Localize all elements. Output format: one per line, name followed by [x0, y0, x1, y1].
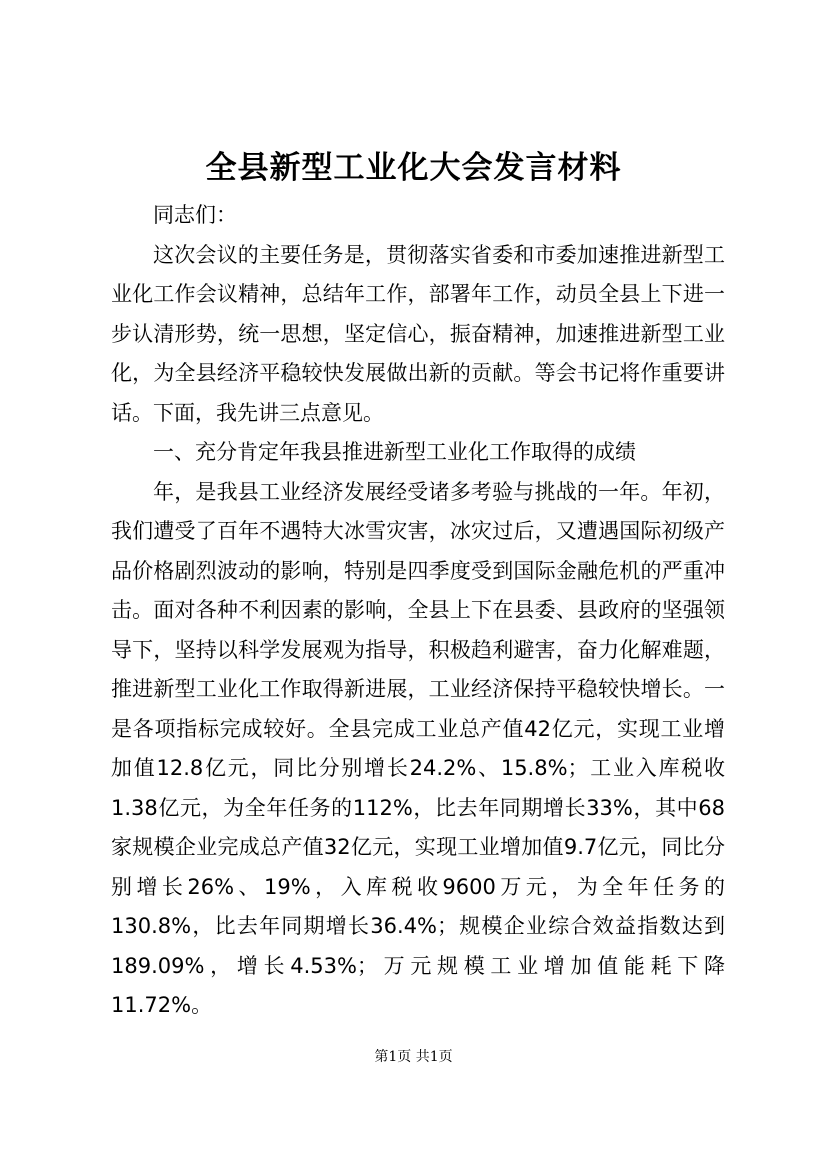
- page-number-footer: 第1页 共1页: [374, 1049, 453, 1065]
- salutation-paragraph: 同志们：: [153, 203, 237, 227]
- section-heading: 一、充分肯定年我县推进新型工业化工作取得的成绩: [153, 440, 636, 464]
- achievements-paragraph: 年，是我县工业经济发展经受诸多考验与挑战的一年。年初，我们遭受了百年不遇特大冰雪灾害，冰灾过后，又遭遇国际初级产品价格剧烈波动的影响，特别是四季度受到国际金融危机的严重冲击。面对各种不利因素的影响，全县上下在县委、县政府的坚强领导下，坚持以科学发展观为指导，积极趋利避害，奋力化解难题，推进新型工业化工作取得新进展，工业经济保持平稳较快增长。一是各项指标完成较好。全县完成工业总产值42亿元，实现工业增加值12.8亿元，同比分别增长24.2%、15.8%；工业入库税收1.38亿元，为全年任务的112%，比去年同期增长33%，其中68家规模企业完成总产值32亿元，实现工业增加值9.7亿元，同比分别增长26%、19%，入库税收9600万元，为全年任务的130.8%，比去年同期增长36.4%；规模企业综合效益指数达到189.09%，增长4.53%；万元规模工业增加值能耗下降11.72%。: [111, 479, 725, 1017]
- intro-paragraph: 这次会议的主要任务是，贯彻落实省委和市委加速推进新型工业化工作会议精神，总结年工作，部署年工作，动员全县上下进一步认清形势，统一思想，坚定信心，振奋精神，加速推进新型工业化，为全县经济平稳较快发展做出新的贡献。等会书记将作重要讲话。下面，我先讲三点意见。: [111, 242, 725, 425]
- document-body: [111, 196, 725, 1026]
- document-title: 全县新型工业化大会发言材料: [205, 150, 622, 186]
